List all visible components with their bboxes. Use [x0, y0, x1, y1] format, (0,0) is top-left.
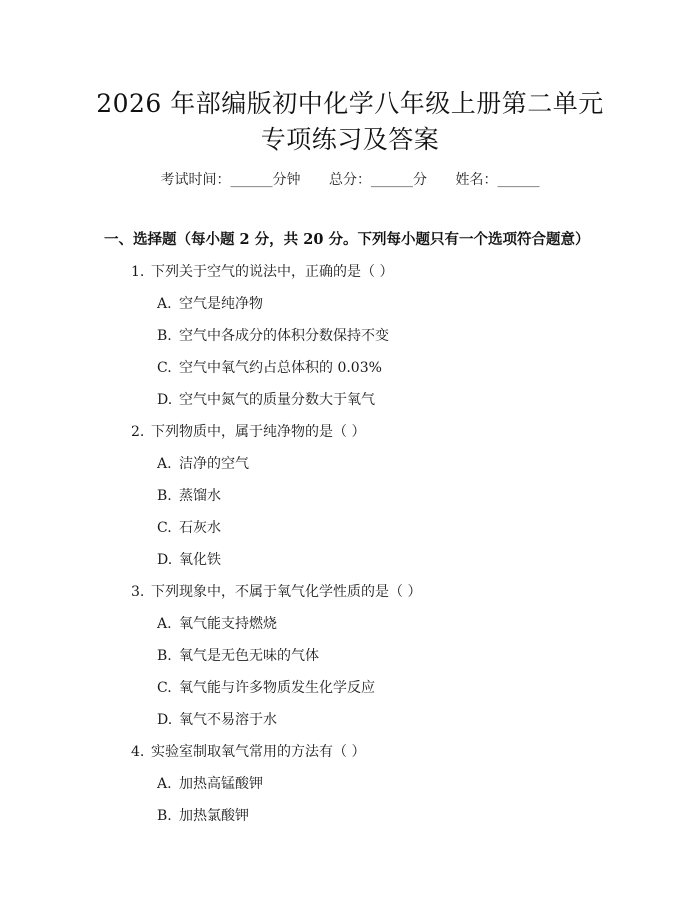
question-number: 3.: [131, 584, 145, 600]
option-text: 蒸馏水: [179, 488, 221, 504]
option-text: 加热氯酸钾: [179, 808, 249, 824]
option-text: 氧化铁: [179, 552, 221, 568]
option-text: 氧气不易溶于水: [179, 712, 277, 728]
question-stem: 下列现象中，不属于氧气化学性质的是（ ）: [151, 584, 422, 600]
option-text: 洁净的空气: [179, 456, 249, 472]
option-letter: D.: [157, 552, 173, 568]
total-score-field: 总分：______分: [329, 172, 427, 188]
q1-option-d: [157, 389, 375, 409]
document-title-line2: 专项练习及答案: [260, 125, 440, 154]
question-3: [131, 581, 421, 601]
question-number: 4.: [131, 744, 145, 760]
question-4: [131, 741, 365, 761]
option-text: 氧气是无色无味的气体: [179, 648, 319, 664]
option-letter: A.: [157, 296, 172, 312]
option-letter: C.: [157, 520, 172, 536]
option-text: 空气中氮气的质量分数大于氧气: [179, 392, 375, 408]
option-letter: A.: [157, 456, 172, 472]
student-name-field: 姓名：______: [455, 172, 540, 188]
option-letter: B.: [157, 648, 172, 664]
option-text: 氧气能支持燃烧: [179, 616, 277, 632]
q1-option-b: [157, 325, 389, 345]
q1-option-c: [157, 357, 382, 377]
exam-meta-line: [0, 169, 700, 189]
option-text: 空气中氧气约占总体积的 0.03%: [179, 360, 382, 376]
q3-option-b: [157, 645, 319, 665]
option-letter: A.: [157, 776, 172, 792]
option-letter: A.: [157, 616, 172, 632]
option-letter: B.: [157, 808, 172, 824]
q4-option-b: [157, 805, 249, 825]
option-text: 加热高锰酸钾: [179, 776, 263, 792]
q3-option-c: [157, 677, 375, 697]
q2-option-b: [157, 485, 221, 505]
q1-option-a: [157, 293, 263, 313]
option-letter: C.: [157, 680, 172, 696]
question-2: [131, 421, 365, 441]
document-title-line1: 2026 年部编版初中化学八年级上册第二单元: [96, 89, 604, 118]
option-text: 石灰水: [179, 520, 221, 536]
question-1: [131, 261, 393, 281]
q2-option-a: [157, 453, 249, 473]
option-letter: B.: [157, 488, 172, 504]
section-heading-multiple-choice: 一、选择题（每小题 2 分，共 20 分。下列每小题只有一个选项符合题意）: [104, 231, 590, 248]
q2-option-c: [157, 517, 221, 537]
q3-option-d: [157, 709, 277, 729]
question-number: 2.: [131, 424, 145, 440]
option-letter: C.: [157, 360, 172, 376]
option-text: 空气中各成分的体积分数保持不变: [179, 328, 389, 344]
option-text: 空气是纯净物: [179, 296, 263, 312]
option-letter: D.: [157, 712, 173, 728]
option-letter: D.: [157, 392, 173, 408]
q2-option-d: [157, 549, 221, 569]
q4-option-a: [157, 773, 263, 793]
option-text: 氧气能与许多物质发生化学反应: [179, 680, 375, 696]
question-stem: 下列物质中，属于纯净物的是（ ）: [151, 424, 366, 440]
question-number: 1.: [131, 264, 145, 280]
question-stem: 实验室制取氧气常用的方法有（ ）: [151, 744, 366, 760]
exam-time-field: 考试时间：______分钟: [160, 172, 301, 188]
q3-option-a: [157, 613, 277, 633]
question-stem: 下列关于空气的说法中，正确的是（ ）: [151, 264, 394, 280]
option-letter: B.: [157, 328, 172, 344]
